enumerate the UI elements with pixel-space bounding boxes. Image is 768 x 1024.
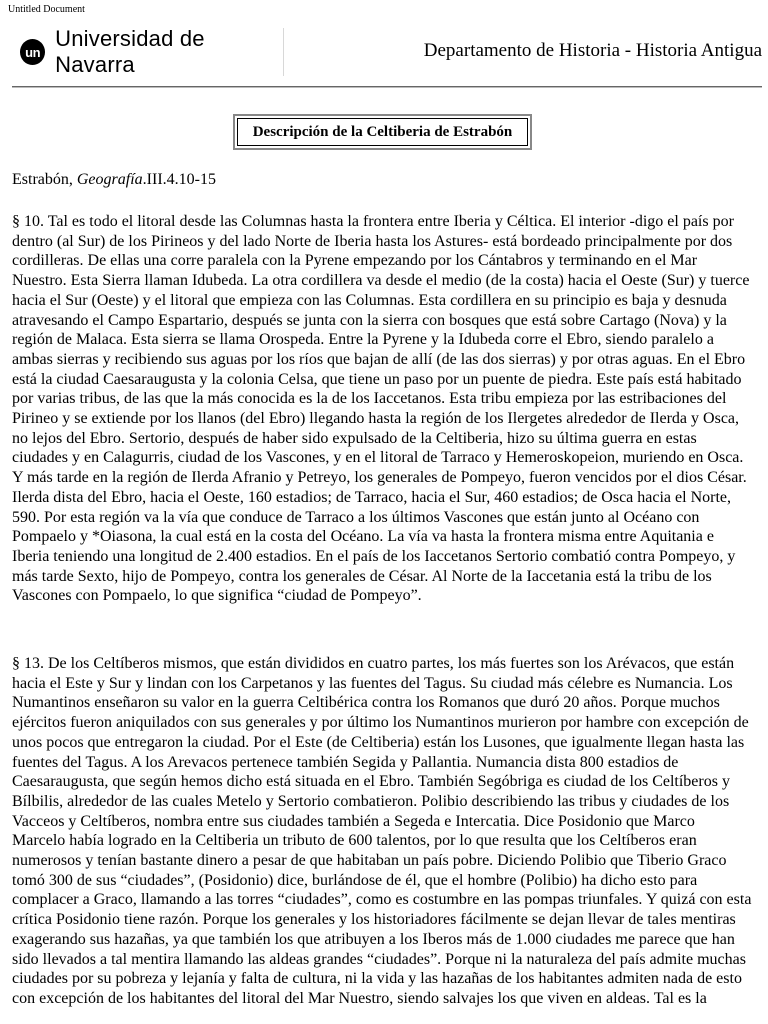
header-divider (12, 86, 762, 88)
paragraph-10: § 10. Tal es todo el litoral desde las Columnas hasta la frontera entre Iberia y Céltica. El interior -digo el país por dentro (al Sur) de los Pirineos y del lado Norte de Iberia hasta los Astures- está bordeado principalmente por dos cordilleras. De ellas una corre paralela con la Pyrene empezando por los Cántabros y terminando en el Mar Nuestro. Esta Sierra llaman Idubeda. La otra cordillera va desde el medio (de la costa) hacia el Oeste (Sur) y tuerce hacia el Sur (Oeste) y el litoral que empieza con las Columnas. Esta cordillera en su principio es baja y desnuda atravesando el Campo Espartario, después se junta con la sierra con bosques que está sobre Cartago (Nova) y la región de Malaca. Esta sierra se llama Orospeda. Entre la Pyrene y la Idubeda corre el Ebro, siendo paralelo a ambas sierras y recibiendo sus aguas por los ríos que bajan de allí (de las dos sierras) y por otras aguas. En el Ebro está la ciudad Caesaraugusta y la colonia Celsa, que tiene un paso por un puente de piedra. Este país está habitado por varias tribus, de las que la más conocida es la de los Iaccetanos. Esta tribu empieza por las estribaciones del Pirineo y se extiende por los llanos (del Ebro) llegando hasta la región de los Ilergetes alrededor de Ilerda y Osca, no lejos del Ebro. Sertorio, después de haber sido expulsado de la Celtiberia, hizo su última guerra en estas ciudades y en Calagurris, ciudad de los Vascones, y en el litoral de Tarraco y Hemeroskopeion, muriendo en Osca. Y más tarde en la región de Ilerda Afranio y Petreyo, los generales de Pompeyo, fueron vencidos por el dios César. Ilerda dista del Ebro, hacia el Oeste, 160 estadios; de Tarraco, hacia el Sur, 460 estadios; de Osca hacia el Norte, 590. Por esta región va la vía que conduce de Tarraco a los últimos Vascones que están junto al Océano con Pompaelo y *Oiasona, la cual está en la costa del Océano. La vía va hasta la frontera misma entre Aquitania e Iberia teniendo una longitud de 2.400 estadios. En el país de los Iaccetanos Sertorio combatió contra Pompeyo, y más tarde Sexto, hijo de Pompeyo, contra los generales de César. Al Norte de la Iaccetania está la tribu de los Vascones con Pompaelo, lo que significa “ciudad de Pompeyo”. (12, 213, 750, 605)
source-work: Geografía (76, 171, 143, 188)
logo-text: Universidad de Navarra (55, 26, 205, 77)
source-author: Estrabón, (12, 171, 77, 188)
site-header (12, 28, 762, 76)
logo-mark: un (20, 39, 45, 65)
paragraph-13: § 13. De los Celtíberos mismos, que están divididos en cuatro partes, los más fuertes son los Arévacos, que están hacia el Este y Sur y lindan con los Carpetanos y las fuentes del Tagus. Su ciudad más célebre es Numancia. Los Numantinos enseñaron su valor en la guerra Celtibérica contra los Romanos que duró 20 años. Porque muchos ejércitos fueron aniquilados con sus generales y por último los Numantinos murieron por hambre con excepción de unos pocos que entregaron la ciudad. Por el Este (de Celtiberia) están los Lusones, que igualmente llegan hasta las fuentes del Tagus. A los Arevacos pertenece también Segida y Pallantia. Numancia dista 800 estadios de Caesaraugusta, que según hemos dicho está situada en el Ebro. También Segóbriga es ciudad de los Celtíberos y Bílbilis, alrededor de las cuales Metelo y Sertorio combatieron. Polibio describiendo las tribus y ciudades de los Vacceos y Celtíberos, nombra entre sus ciudades también a Segeda e Intercatia. Dice Posidonio que Marco Marcelo había logrado en la Celtiberia un tributo de 600 talentos, por lo que resulta que los Celtíberos eran numerosos y tenían bastante dinero a pesar de que habitaban un país pobre. Diciendo Polibio que Tiberio Graco tomó 300 de sus “ciudades”, (Posidonio) dice, burlándose de él, que el hombre (Polibio) ha dicho esto para complacer a Graco, llamando a las torres “ciudades”, como es costumbre en las pompas triunfales. Y quizá con esta crítica Posidonio tiene razón. Porque los generales y los historiadores fácilmente se dejan llevar de tales mentiras exagerando sus hazañas, ya que también los que atribuyen a los Iberos más de 1.000 ciudades me parece que han sido llevados a tal mentira llamando las aldeas grandes “ciudades”. Porque ni la naturaleza del país admite muchas ciudades por su pobreza y lejanía y falta de cultura, ni la vida y las hazañas de los habitantes admiten nada de esto con excepción de los habitantes del litoral del Mar Nuestro, siendo salvajes los que viven en aldeas. Tal es la (12, 655, 752, 1007)
university-logo[interactable] (12, 28, 284, 76)
page-title: Descripción de la Celtiberia de Estrabón (237, 118, 528, 146)
source-citation (12, 170, 216, 190)
source-reference: .III.4.10-15 (142, 171, 216, 188)
page-title-box (233, 114, 532, 150)
department-title: Departamento de Historia - Historia Antigua (423, 40, 762, 61)
document-title: Untitled Document (8, 4, 85, 15)
